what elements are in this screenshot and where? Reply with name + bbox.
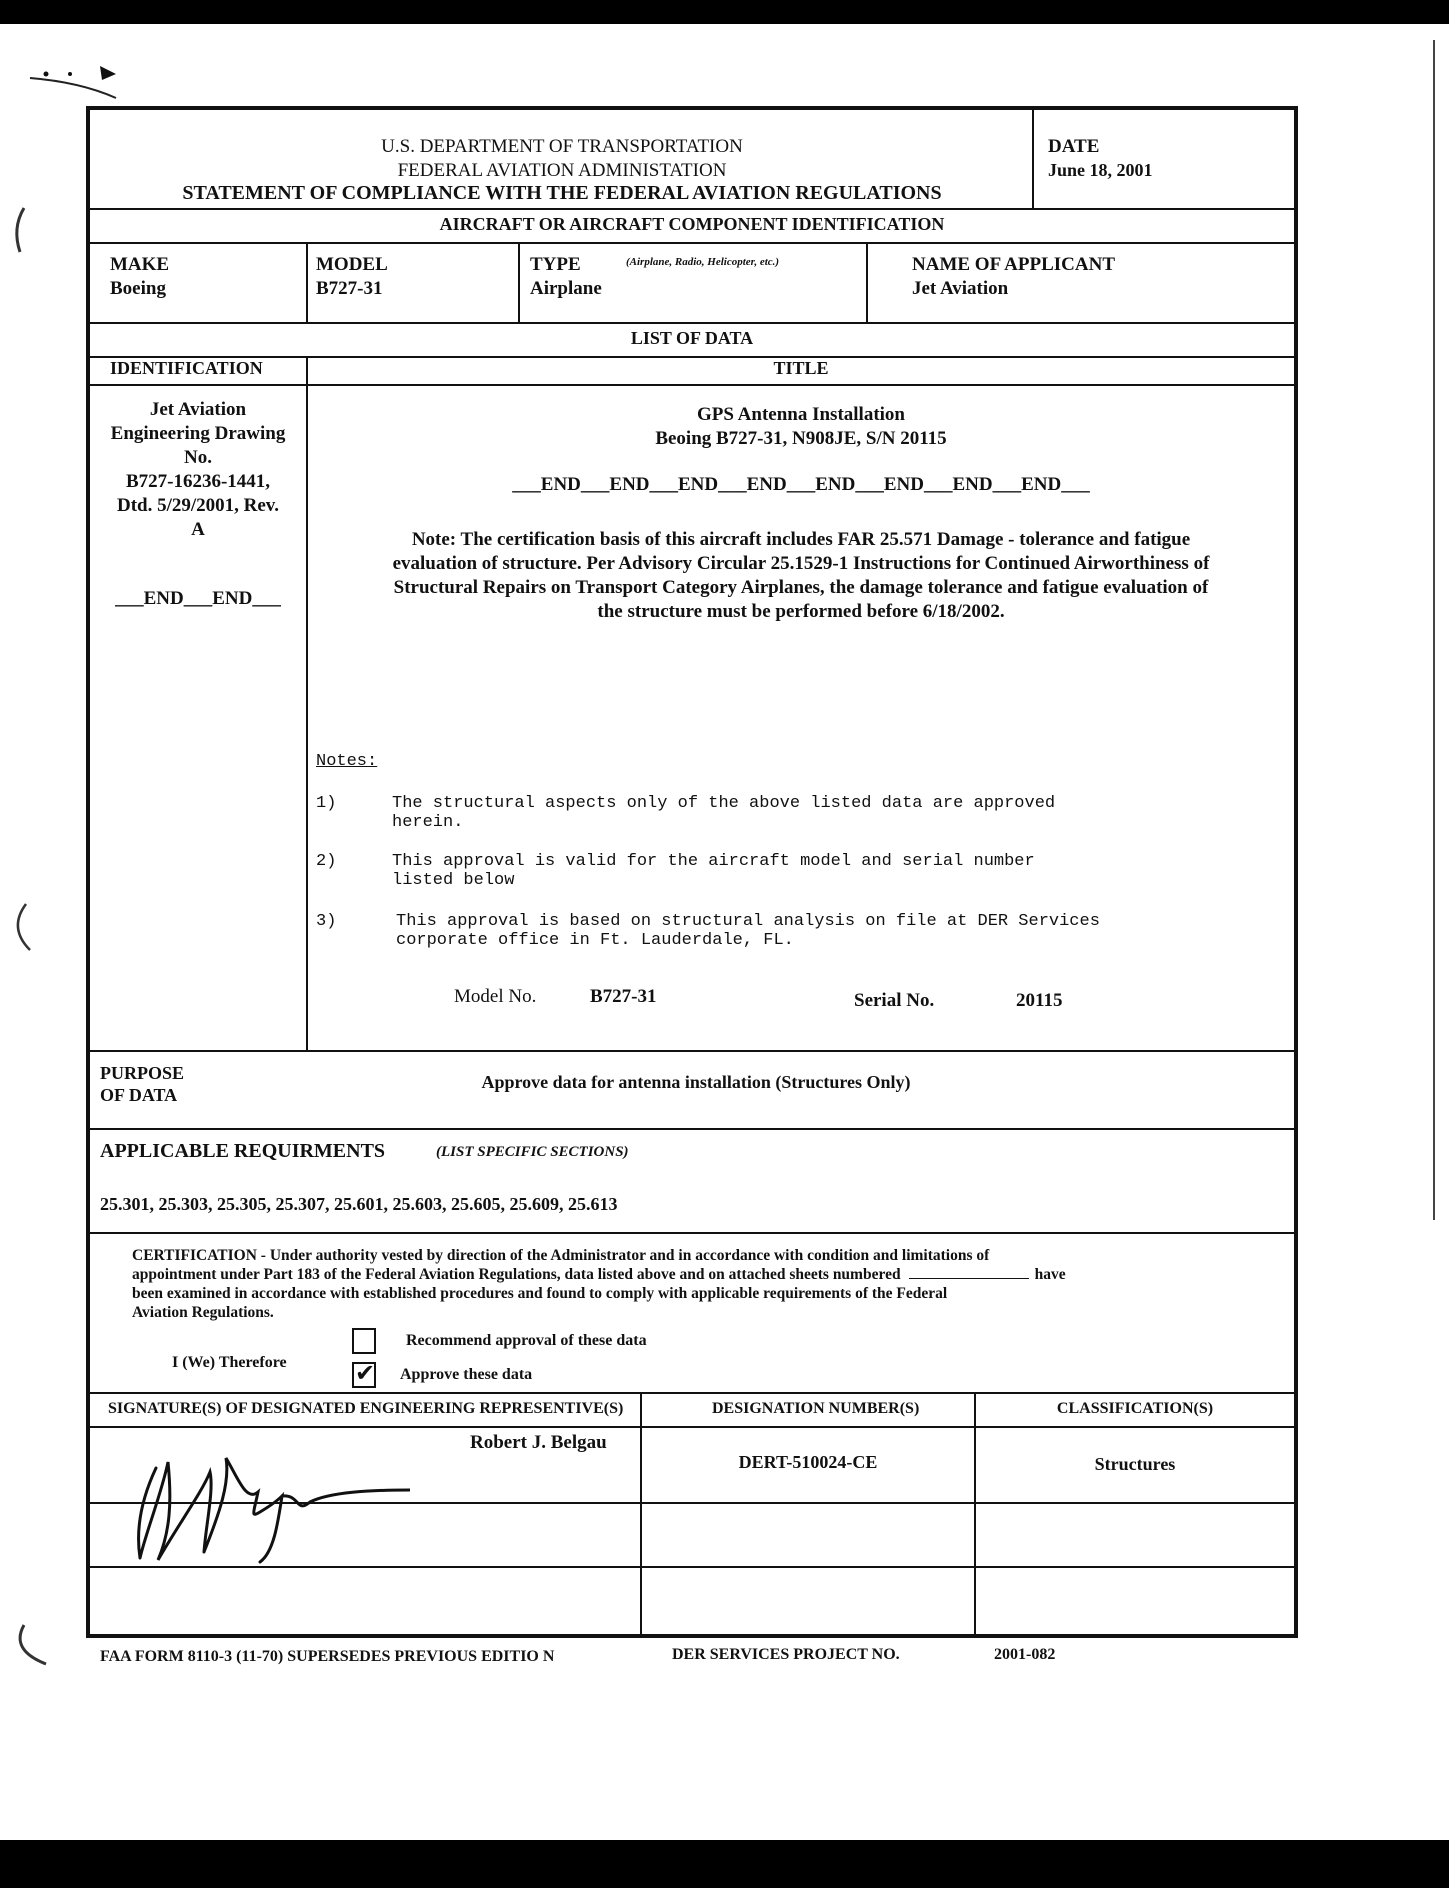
drawing-identification	[90, 398, 306, 542]
classification-value: Structures	[1094, 1454, 1176, 1474]
signature-header: SIGNATURE(S) OF DESIGNATED ENGINEERING REPRESENTIVE(S)	[108, 1400, 624, 1417]
designation-value: DERT-510024-CE	[738, 1452, 878, 1472]
serial-no-label: Serial No.	[854, 990, 935, 1011]
sheets-numbered-blank	[909, 1278, 1029, 1279]
identification-header: IDENTIFICATION	[110, 358, 263, 378]
certification-line-end: have	[1034, 1266, 1066, 1283]
identification-section-title: AIRCRAFT OR AIRCRAFT COMPONENT IDENTIFICATION	[439, 214, 945, 234]
note-1-text	[392, 794, 1055, 832]
note-text-line: This approval is valid for the aircraft model and serial number	[392, 852, 1035, 871]
certification-line: been examined in accordance with established procedures and found to comply with applicable requirements of the Federal	[132, 1285, 948, 1302]
id-end-marker: ___END___END___	[115, 588, 281, 609]
data-title-line1: GPS Antenna Installation	[697, 404, 905, 425]
certification-line: CERTIFICATION - Under authority vested by direction of the Administrator and in accordance with condition and limitations of	[132, 1247, 990, 1264]
note-text-line: This approval is based on structural analysis on file at DER Services	[396, 912, 1100, 931]
certification-text	[132, 1246, 1066, 1322]
checkmark-icon: ✔	[355, 1359, 376, 1387]
requirements-value: 25.301, 25.303, 25.305, 25.307, 25.601, 25.603, 25.605, 25.609, 25.613	[100, 1194, 618, 1214]
project-number-label: DER SERVICES PROJECT NO.	[672, 1646, 900, 1663]
id-line: No.	[184, 447, 212, 468]
approve-data-checkbox[interactable]	[352, 1359, 376, 1388]
date-value: June 18, 2001	[1048, 160, 1153, 180]
note-line: evaluation of structure. Per Advisory Circular 25.1529-1 Instructions for Continued Airworthiness of	[392, 553, 1210, 574]
title-end-marker: ___END___END___END___END___END___END___END___END___	[512, 474, 1090, 495]
model-value: B727-31	[316, 278, 383, 299]
type-label: TYPE	[530, 254, 581, 275]
type-hint: (Airplane, Radio, Helicopter, etc.)	[626, 256, 780, 268]
designation-header: DESIGNATION NUMBER(S)	[712, 1400, 920, 1417]
note-line: Note: The certification basis of this aircraft includes FAR 25.571 Damage - tolerance and fatigue	[411, 529, 1191, 550]
model-no-value: B727-31	[590, 986, 657, 1007]
purpose-label-line: OF DATA	[100, 1085, 178, 1105]
department-name: U.S. DEPARTMENT OF TRANSPORTATION	[381, 136, 743, 157]
type-value: Airplane	[530, 278, 602, 299]
approve-data-label: Approve these data	[400, 1366, 533, 1383]
faa-form-8110-3	[86, 106, 1298, 1638]
purpose-label-line: PURPOSE	[100, 1063, 185, 1083]
representative-name: Robert J. Belgau	[470, 1432, 607, 1453]
applicant-value: Jet Aviation	[912, 278, 1009, 299]
note-text-line: listed below	[392, 871, 515, 890]
date-label: DATE	[1048, 136, 1100, 157]
classification-header: CLASSIFICATION(S)	[1056, 1400, 1214, 1417]
therefore-label: I (We) Therefore	[172, 1354, 287, 1371]
handwritten-signature	[110, 1432, 410, 1572]
list-of-data-title: LIST OF DATA	[630, 328, 754, 348]
note-3-number: 3)	[316, 912, 337, 931]
notes-heading: Notes:	[316, 752, 378, 771]
id-line: Jet Aviation	[149, 399, 247, 420]
requirements-hint: (LIST SPECIFIC SECTIONS)	[436, 1144, 629, 1160]
note-text-line: corporate office in Ft. Lauderdale, FL.	[396, 931, 794, 950]
form-title: STATEMENT OF COMPLIANCE WITH THE FEDERAL AVIATION REGULATIONS	[182, 182, 942, 204]
agency-name: FEDERAL AVIATION ADMINISTATION	[397, 160, 727, 181]
project-number-value: 2001-082	[994, 1646, 1056, 1663]
purpose-value: Approve data for antenna installation (Structures Only)	[481, 1072, 911, 1092]
certification-line: appointment under Part 183 of the Federal Aviation Regulations, data listed above and on attached sheets numbered	[132, 1266, 901, 1283]
recommend-approval-checkbox[interactable]	[352, 1328, 376, 1354]
note-text-line: herein.	[392, 813, 464, 832]
applicant-label: NAME OF APPLICANT	[912, 254, 1116, 275]
data-title-line2: Beoing B727-31, N908JE, S/N 20115	[655, 428, 947, 449]
make-label: MAKE	[110, 254, 170, 275]
recommend-approval-label: Recommend approval of these data	[406, 1332, 647, 1349]
certification-line: Aviation Regulations.	[132, 1304, 274, 1321]
requirements-label: APPLICABLE REQUIRMENTS	[100, 1140, 386, 1162]
model-no-label: Model No.	[454, 986, 537, 1007]
scan-border-bottom	[0, 1840, 1449, 1888]
note-text-line: The structural aspects only of the above listed data are approved	[392, 794, 1056, 813]
note-3-text	[396, 912, 1100, 950]
serial-no-value: 20115	[1016, 990, 1063, 1011]
title-header: TITLE	[773, 358, 829, 378]
note-line: the structure must be performed before 6/18/2002.	[597, 601, 1005, 622]
make-value: Boeing	[110, 278, 166, 299]
form-identifier: FAA FORM 8110-3 (11-70) SUPERSEDES PREVIOUS EDITIO N	[100, 1648, 555, 1665]
certification-basis-note	[308, 528, 1294, 624]
note-2-text	[392, 852, 1035, 890]
id-line: A	[191, 519, 205, 540]
id-line: Dtd. 5/29/2001, Rev.	[116, 495, 280, 516]
note-line: Structural Repairs on Transport Category Airplanes, the damage tolerance and fatigue evaluation of	[393, 577, 1209, 598]
purpose-label	[100, 1062, 184, 1106]
model-label: MODEL	[316, 254, 388, 275]
id-line: Engineering Drawing	[110, 423, 286, 444]
id-line: B727-16236-1441,	[125, 471, 271, 492]
note-1-number: 1)	[316, 794, 337, 813]
note-2-number: 2)	[316, 852, 337, 871]
